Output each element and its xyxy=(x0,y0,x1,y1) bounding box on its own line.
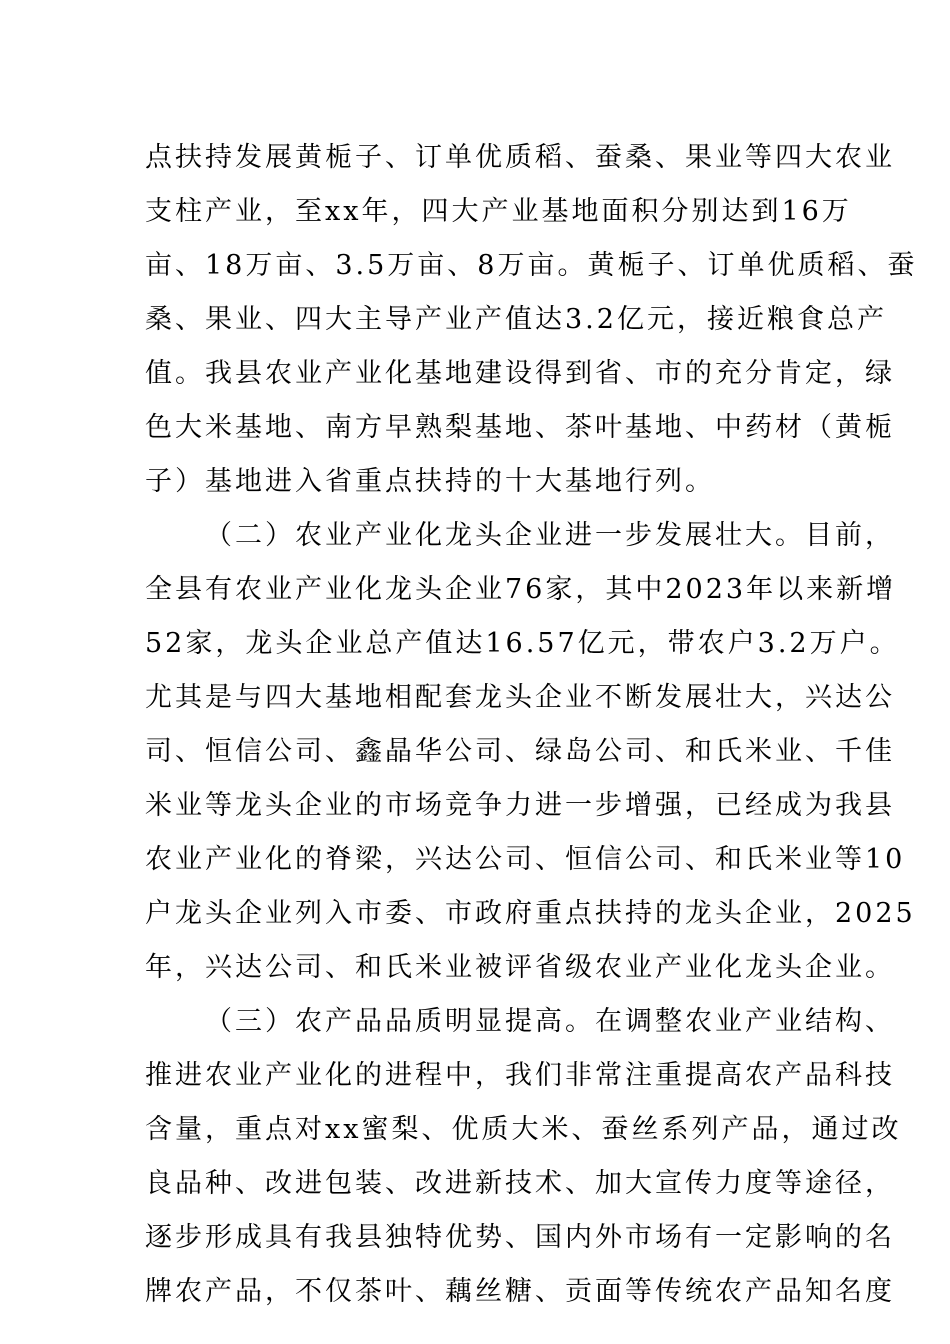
document-body xyxy=(145,131,918,1319)
text-line: 年，兴达公司、和氏米业被评省级农业产业化龙头企业。 xyxy=(145,952,895,983)
text-line: 农业产业化的脊梁，兴达公司、恒信公司、和氏米业等10 xyxy=(145,844,906,875)
text-line: 支柱产业，至xx年，四大产业基地面积分别达到16万 xyxy=(145,196,852,227)
text-line: 牌农产品，不仅茶叶、藕丝糖、贡面等传统农产品知名度 xyxy=(145,1276,895,1307)
paragraph-heading-2: （二）农业产业化龙头企业进一步发展壮大。目前， xyxy=(205,520,895,551)
text-line: 尤其是与四大基地相配套龙头企业不断发展壮大，兴达公 xyxy=(145,682,895,713)
text-line: 司、恒信公司、鑫晶华公司、绿岛公司、和氏米业、千佳 xyxy=(145,736,895,767)
text-line: 子）基地进入省重点扶持的十大基地行列。 xyxy=(145,466,715,497)
text-line: 亩、18万亩、3.5万亩、8万亩。黄栀子、订单优质稻、蚕 xyxy=(145,250,918,281)
text-line: 户龙头企业列入市委、市政府重点扶持的龙头企业，2025 xyxy=(145,898,916,929)
text-line: 值。我县农业产业化基地建设得到省、市的充分肯定，绿 xyxy=(145,358,895,389)
text-line: 全县有农业产业化龙头企业76家，其中2023年以来新增 xyxy=(145,574,897,605)
text-line: 色大米基地、南方早熟梨基地、茶叶基地、中药材（黄栀 xyxy=(145,412,895,443)
paragraph-heading-3: （三）农产品品质明显提高。在调整农业产业结构、 xyxy=(205,1006,895,1037)
text-line: 52家，龙头企业总产值达16.57亿元，带农户3.2万户。 xyxy=(145,628,900,659)
text-line: 推进农业产业化的进程中，我们非常注重提高农产品科技 xyxy=(145,1060,895,1091)
text-line: 米业等龙头企业的市场竞争力进一步增强，已经成为我县 xyxy=(145,790,895,821)
text-line: 桑、果业、四大主导产业产值达3.2亿元，接近粮食总产 xyxy=(145,304,887,335)
text-line: 含量，重点对xx蜜梨、优质大米、蚕丝系列产品，通过改 xyxy=(145,1114,902,1145)
text-line: 点扶持发展黄栀子、订单优质稻、蚕桑、果业等四大农业 xyxy=(145,142,895,173)
text-line: 良品种、改进包装、改进新技术、加大宣传力度等途径， xyxy=(145,1168,895,1199)
text-line: 逐步形成具有我县独特优势、国内外市场有一定影响的名 xyxy=(145,1222,895,1253)
